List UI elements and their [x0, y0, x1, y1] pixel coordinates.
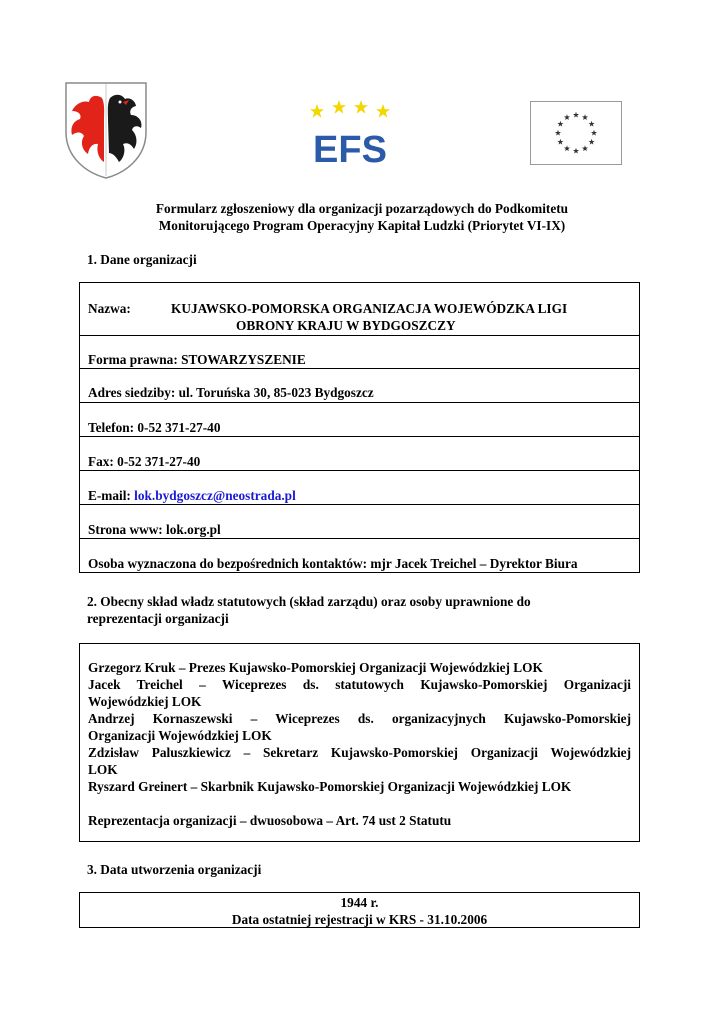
- section-2-title: [87, 593, 531, 627]
- member-5: Ryszard Greinert – Skarbnik Kujawsko-Pomorskiej Organizacji Wojewódzkiej LOK: [88, 779, 572, 794]
- email-link[interactable]: lok.bydgoszcz@neostrada.pl: [134, 488, 296, 503]
- section-2-title-line-2: reprezentacji organizacji: [87, 611, 229, 626]
- member-1: Grzegorz Kruk – Prezes Kujawsko-Pomorskiej Organizacji Wojewódzkiej LOK: [88, 660, 543, 675]
- strona-www: Strona www: lok.org.pl: [88, 522, 221, 537]
- section-2-title-line-1: 2. Obecny skład władz statutowych (skład zarządu) oraz osoby uprawnione do: [87, 594, 531, 609]
- telefon: Telefon: 0-52 371-27-40: [88, 420, 221, 435]
- osoba-kontaktowa: Osoba wyznaczona do bezpośrednich kontaktów: mjr Jacek Treichel – Dyrektor Biura: [88, 556, 578, 571]
- row-nazwa: [80, 283, 639, 336]
- heading-line-1: Formularz zgłoszeniowy dla organizacji pozarządowych do Podkomitetu: [155, 201, 569, 216]
- nazwa-value-line-2: OBRONY KRAJU W BYDGOSZCZY: [236, 318, 456, 333]
- creation-date-box: [79, 892, 640, 928]
- row-www: [80, 505, 639, 539]
- section-1-title: 1. Dane organizacji: [87, 252, 197, 267]
- member-3-line-2: Organizacji Wojewódzkiej LOK: [88, 728, 272, 743]
- row-email: [80, 471, 639, 505]
- nazwa-label: Nazwa:: [88, 301, 131, 316]
- organization-data-table: [79, 282, 640, 573]
- row-forma-prawna: [80, 336, 639, 369]
- heading-line-2: Monitorującego Program Operacyjny Kapitał Ludzki (Priorytet VI-IX): [158, 218, 566, 233]
- member-2-line-1: Jacek Treichel – Wiceprezes ds. statutowych Kujawsko-Pomorskiej Organizacji: [88, 677, 631, 692]
- eu-flag-logo: [530, 101, 622, 165]
- row-adres: [80, 369, 639, 403]
- row-telefon: [80, 403, 639, 437]
- section-3-title: 3. Data utworzenia organizacji: [87, 862, 262, 877]
- efs-logo: [302, 100, 398, 168]
- member-4-line-1: Zdzisław Paluszkiewicz – Sekretarz Kujawsko-Pomorskiej Organizacji Wojewódzkiej: [88, 745, 631, 760]
- nazwa-value-line-1: KUJAWSKO-POMORSKA ORGANIZACJA WOJEWÓDZKA LIGI: [171, 301, 568, 316]
- reprezentacja: Reprezentacja organizacji – dwuosobowa – Art. 74 ust 2 Statutu: [88, 813, 452, 828]
- efs-logo-text: EFS: [313, 129, 387, 168]
- form-heading: [84, 200, 640, 234]
- member-3-line-1: Andrzej Kornaszewski – Wiceprezes ds. organizacyjnych Kujawsko-Pomorskiej: [88, 711, 631, 726]
- founding-year: 1944 r.: [340, 895, 379, 910]
- adres-siedziby: Adres siedziby: ul. Toruńska 30, 85-023 Bydgoszcz: [88, 385, 374, 400]
- member-2-line-2: Wojewódzkiej LOK: [88, 694, 202, 709]
- forma-prawna: Forma prawna: STOWARZYSZENIE: [88, 352, 306, 367]
- row-osoba-kontaktowa: [80, 539, 639, 574]
- fax: Fax: 0-52 371-27-40: [88, 454, 201, 469]
- krs-registration-date: Data ostatniej rejestracji w KRS - 31.10.2006: [231, 912, 488, 927]
- member-4-line-2: LOK: [88, 762, 118, 777]
- row-fax: [80, 437, 639, 471]
- management-box: [79, 643, 640, 842]
- coat-of-arms-logo: [63, 80, 149, 180]
- email-label: E-mail:: [88, 488, 131, 503]
